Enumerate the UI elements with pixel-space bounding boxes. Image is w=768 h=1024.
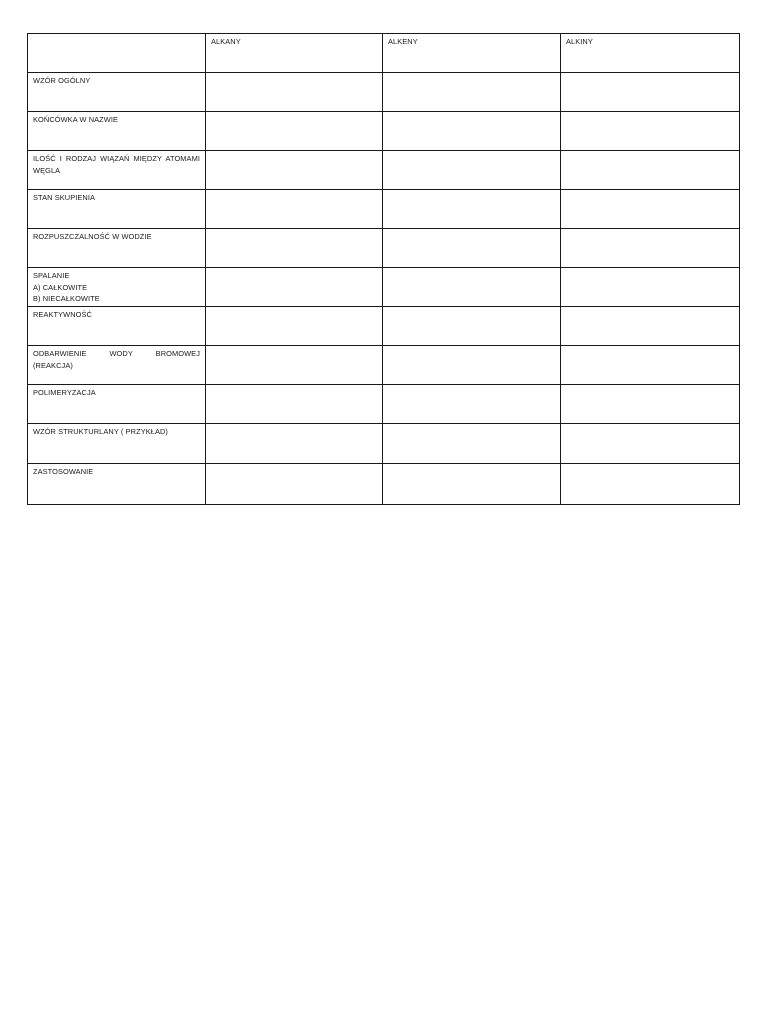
table-row <box>28 424 740 464</box>
answer-cell-alkiny <box>561 151 740 190</box>
answer-cell-alkeny <box>383 424 561 464</box>
row-label-stan-skupienia <box>28 190 206 229</box>
row-label-text: SPALANIE <box>33 271 70 280</box>
table-row <box>28 151 740 190</box>
answer-cell-alkany <box>206 73 383 112</box>
table-row <box>28 190 740 229</box>
header-alkany: ALKANY <box>206 34 383 73</box>
row-label-wzor-strukturalny <box>28 424 206 464</box>
answer-cell-alkiny <box>561 346 740 385</box>
table-row <box>28 385 740 424</box>
answer-cell-alkany <box>206 229 383 268</box>
answer-cell-alkiny <box>561 268 740 307</box>
table-row <box>28 73 740 112</box>
comparison-table <box>27 33 740 505</box>
answer-cell-alkiny <box>561 424 740 464</box>
answer-cell-alkeny <box>383 151 561 190</box>
answer-cell-alkany <box>206 190 383 229</box>
answer-cell-alkeny <box>383 229 561 268</box>
table-row <box>28 307 740 346</box>
answer-cell-alkeny <box>383 268 561 307</box>
row-label-spalanie <box>28 268 206 307</box>
answer-cell-alkiny <box>561 190 740 229</box>
answer-cell-alkany <box>206 151 383 190</box>
row-label-wiazania <box>28 151 206 190</box>
row-label-text: WZÓR OGÓLNY <box>33 76 91 85</box>
answer-cell-alkeny <box>383 464 561 505</box>
row-label-text: STAN SKUPIENIA <box>33 193 96 202</box>
row-label-odbarwienie <box>28 346 206 385</box>
answer-cell-alkeny <box>383 190 561 229</box>
row-label-text: ROZPUSZCZALNOŚĆ W WODZIE <box>33 232 152 241</box>
answer-cell-alkeny <box>383 307 561 346</box>
header-alkeny: ALKENY <box>383 34 561 73</box>
table-header-row <box>28 34 740 73</box>
answer-cell-alkeny <box>383 385 561 424</box>
row-label-rozpuszczalnosc <box>28 229 206 268</box>
answer-cell-alkiny <box>561 385 740 424</box>
answer-cell-alkany <box>206 464 383 505</box>
answer-cell-alkiny <box>561 112 740 151</box>
row-label-text: ODBARWIENIE WODY BROMOWEJ (REAKCJA) <box>33 349 200 370</box>
table-row <box>28 229 740 268</box>
answer-cell-alkiny <box>561 464 740 505</box>
row-label-zastosowanie <box>28 464 206 505</box>
row-label-subitem: A) CAŁKOWITE <box>33 282 88 292</box>
row-label-text: KOŃCÓWKA W NAZWIE <box>33 115 119 124</box>
answer-cell-alkany <box>206 268 383 307</box>
row-label-wzor-ogolny <box>28 73 206 112</box>
answer-cell-alkiny <box>561 229 740 268</box>
row-label-text: REAKTYWNOŚĆ <box>33 310 92 319</box>
row-label-text: POLIMERYZACJA <box>33 388 96 397</box>
row-label-koncowka <box>28 112 206 151</box>
answer-cell-alkiny <box>561 73 740 112</box>
row-label-reaktywnosc <box>28 307 206 346</box>
answer-cell-alkeny <box>383 73 561 112</box>
answer-cell-alkeny <box>383 112 561 151</box>
header-corner-cell <box>28 34 206 73</box>
row-label-polimeryzacja <box>28 385 206 424</box>
table-row <box>28 268 740 307</box>
answer-cell-alkany <box>206 346 383 385</box>
answer-cell-alkany <box>206 112 383 151</box>
row-label-subitem: B) NIECAŁKOWITE <box>33 294 100 303</box>
answer-cell-alkany <box>206 307 383 346</box>
row-label-text: WZÓR STRUKTURLANY ( PRZYKŁAD) <box>33 427 168 436</box>
row-label-text: ILOŚĆ I RODZAJ WIĄZAŃ MIĘDZY ATOMAMI WĘGLA <box>33 154 200 175</box>
table-row <box>28 112 740 151</box>
table-row <box>28 346 740 385</box>
header-alkiny: ALKINY <box>561 34 740 73</box>
answer-cell-alkany <box>206 424 383 464</box>
table-row <box>28 464 740 505</box>
row-label-text: ZASTOSOWANIE <box>33 467 94 476</box>
answer-cell-alkany <box>206 385 383 424</box>
answer-cell-alkeny <box>383 346 561 385</box>
answer-cell-alkiny <box>561 307 740 346</box>
